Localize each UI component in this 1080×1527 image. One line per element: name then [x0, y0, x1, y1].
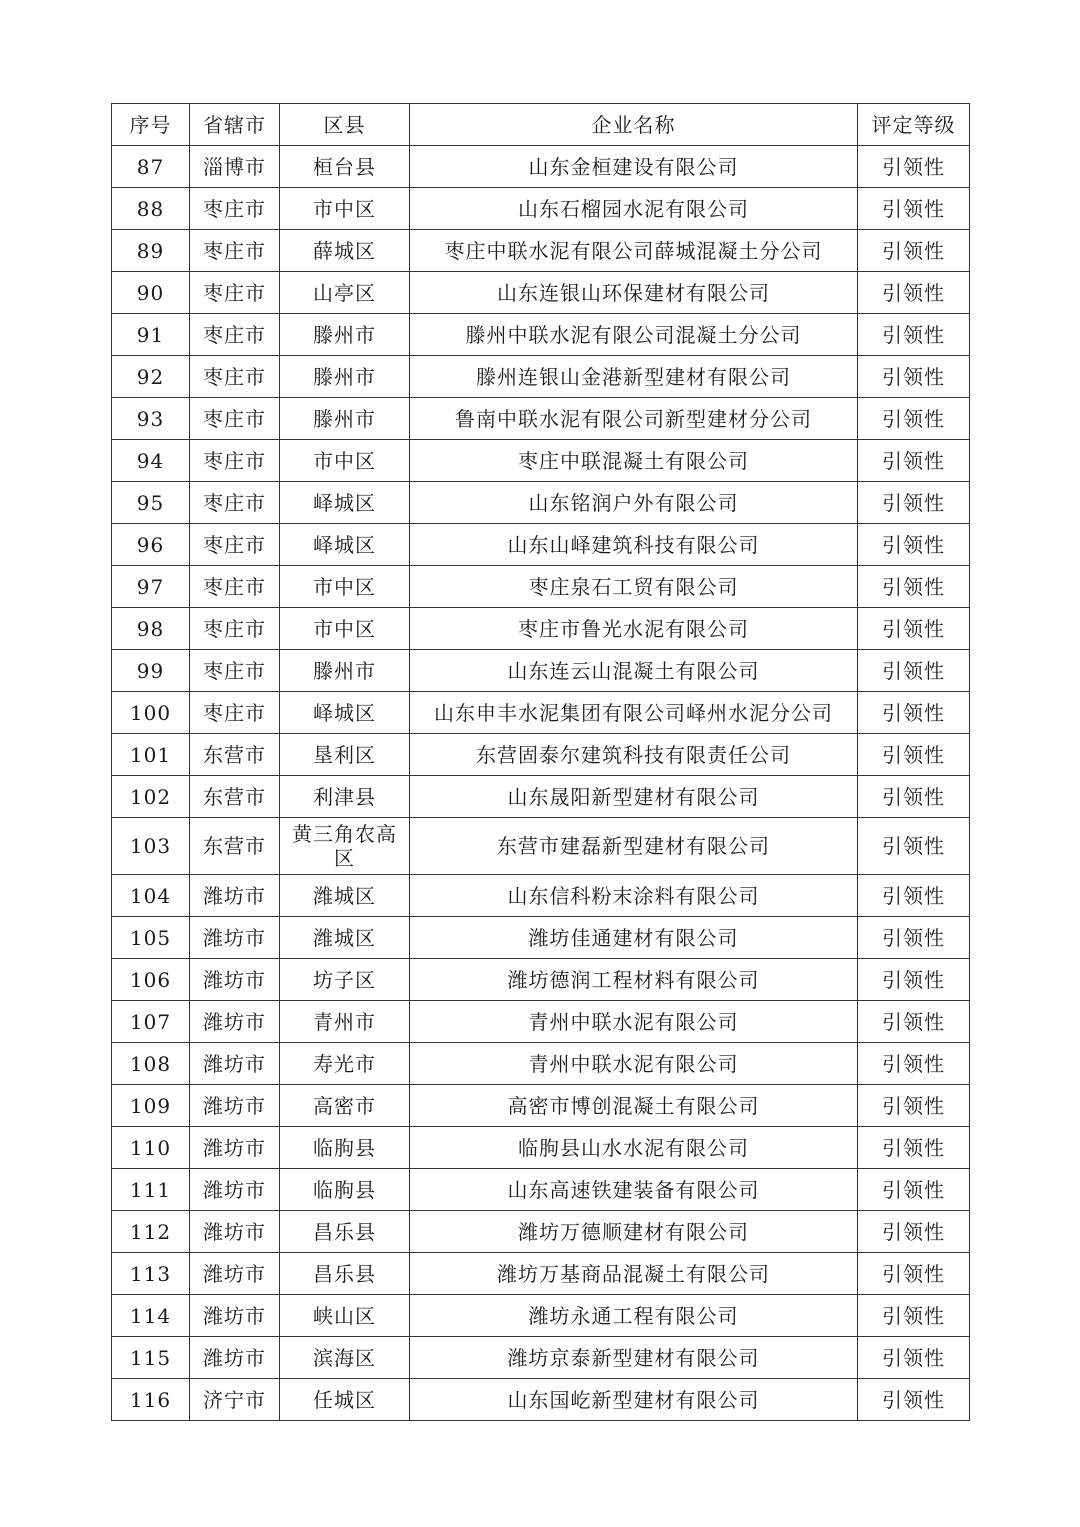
cell-district: 滨海区: [280, 1337, 410, 1379]
cell-city: 济宁市: [190, 1379, 280, 1421]
cell-enterprise-name: 潍坊佳通建材有限公司: [410, 917, 858, 959]
cell-grade: 引领性: [858, 650, 970, 692]
cell-grade: 引领性: [858, 1337, 970, 1379]
cell-grade: 引领性: [858, 1001, 970, 1043]
table-row: [112, 1127, 970, 1169]
cell-grade: 引领性: [858, 524, 970, 566]
cell-grade: 引领性: [858, 314, 970, 356]
cell-district: 黄三角农高区: [280, 818, 410, 875]
cell-city: 潍坊市: [190, 1295, 280, 1337]
cell-city: 东营市: [190, 776, 280, 818]
cell-grade: 引领性: [858, 917, 970, 959]
table-row: [112, 1379, 970, 1421]
table-row: [112, 356, 970, 398]
cell-city: 枣庄市: [190, 524, 280, 566]
cell-grade: 引领性: [858, 1379, 970, 1421]
cell-enterprise-name: 山东连银山环保建材有限公司: [410, 272, 858, 314]
cell-enterprise-name: 临朐县山水水泥有限公司: [410, 1127, 858, 1169]
cell-serial-number: 104: [112, 875, 190, 917]
cell-serial-number: 107: [112, 1001, 190, 1043]
cell-serial-number: 108: [112, 1043, 190, 1085]
cell-district: 市中区: [280, 608, 410, 650]
table-row: [112, 1043, 970, 1085]
cell-city: 枣庄市: [190, 356, 280, 398]
cell-grade: 引领性: [858, 566, 970, 608]
table-row: [112, 608, 970, 650]
cell-enterprise-name: 潍坊万基商品混凝土有限公司: [410, 1253, 858, 1295]
cell-grade: 引领性: [858, 692, 970, 734]
cell-district: 垦利区: [280, 734, 410, 776]
table-row: [112, 398, 970, 440]
cell-enterprise-name: 枣庄市鲁光水泥有限公司: [410, 608, 858, 650]
table-row: [112, 1337, 970, 1379]
cell-enterprise-name: 潍坊京泰新型建材有限公司: [410, 1337, 858, 1379]
cell-district: 市中区: [280, 566, 410, 608]
cell-grade: 引领性: [858, 1127, 970, 1169]
table-row: [112, 1085, 970, 1127]
header-enterprise-name: 企业名称: [410, 104, 858, 146]
header-row: [112, 104, 970, 146]
table-row: [112, 875, 970, 917]
cell-serial-number: 102: [112, 776, 190, 818]
cell-grade: 引领性: [858, 188, 970, 230]
cell-district: 市中区: [280, 440, 410, 482]
table-row: [112, 440, 970, 482]
cell-serial-number: 99: [112, 650, 190, 692]
cell-city: 枣庄市: [190, 314, 280, 356]
cell-enterprise-name: 山东晟阳新型建材有限公司: [410, 776, 858, 818]
cell-serial-number: 98: [112, 608, 190, 650]
cell-grade: 引领性: [858, 146, 970, 188]
table-row: [112, 566, 970, 608]
cell-enterprise-name: 高密市博创混凝土有限公司: [410, 1085, 858, 1127]
cell-serial-number: 89: [112, 230, 190, 272]
cell-serial-number: 94: [112, 440, 190, 482]
cell-grade: 引领性: [858, 1295, 970, 1337]
cell-enterprise-name: 山东石榴园水泥有限公司: [410, 188, 858, 230]
cell-district: 昌乐县: [280, 1211, 410, 1253]
header-grade: 评定等级: [858, 104, 970, 146]
cell-serial-number: 90: [112, 272, 190, 314]
cell-serial-number: 91: [112, 314, 190, 356]
cell-grade: 引领性: [858, 1169, 970, 1211]
cell-serial-number: 110: [112, 1127, 190, 1169]
cell-city: 枣庄市: [190, 230, 280, 272]
cell-city: 潍坊市: [190, 1043, 280, 1085]
cell-serial-number: 106: [112, 959, 190, 1001]
cell-serial-number: 103: [112, 818, 190, 875]
table-row: [112, 959, 970, 1001]
cell-serial-number: 111: [112, 1169, 190, 1211]
header-district: 区县: [280, 104, 410, 146]
cell-district: 利津县: [280, 776, 410, 818]
cell-city: 潍坊市: [190, 1211, 280, 1253]
cell-grade: 引领性: [858, 482, 970, 524]
cell-enterprise-name: 滕州连银山金港新型建材有限公司: [410, 356, 858, 398]
cell-district: 高密市: [280, 1085, 410, 1127]
cell-serial-number: 95: [112, 482, 190, 524]
cell-serial-number: 87: [112, 146, 190, 188]
cell-district: 青州市: [280, 1001, 410, 1043]
table-row: [112, 188, 970, 230]
cell-enterprise-name: 潍坊德润工程材料有限公司: [410, 959, 858, 1001]
cell-serial-number: 92: [112, 356, 190, 398]
cell-district: 滕州市: [280, 650, 410, 692]
table-row: [112, 272, 970, 314]
table-header: [112, 104, 970, 146]
cell-enterprise-name: 山东申丰水泥集团有限公司峄州水泥分公司: [410, 692, 858, 734]
cell-city: 东营市: [190, 818, 280, 875]
table-row: [112, 818, 970, 875]
cell-enterprise-name: 潍坊万德顺建材有限公司: [410, 1211, 858, 1253]
cell-district: 滕州市: [280, 356, 410, 398]
cell-district: 潍城区: [280, 875, 410, 917]
cell-district: 峡山区: [280, 1295, 410, 1337]
cell-enterprise-name: 枣庄中联水泥有限公司薛城混凝土分公司: [410, 230, 858, 272]
cell-city: 枣庄市: [190, 650, 280, 692]
cell-district: 峄城区: [280, 524, 410, 566]
table-row: [112, 692, 970, 734]
cell-grade: 引领性: [858, 734, 970, 776]
cell-serial-number: 93: [112, 398, 190, 440]
cell-district: 山亭区: [280, 272, 410, 314]
cell-city: 枣庄市: [190, 188, 280, 230]
cell-enterprise-name: 鲁南中联水泥有限公司新型建材分公司: [410, 398, 858, 440]
table-row: [112, 650, 970, 692]
cell-grade: 引领性: [858, 272, 970, 314]
cell-city: 淄博市: [190, 146, 280, 188]
cell-grade: 引领性: [858, 356, 970, 398]
cell-district: 滕州市: [280, 398, 410, 440]
cell-grade: 引领性: [858, 776, 970, 818]
cell-enterprise-name: 枣庄泉石工贸有限公司: [410, 566, 858, 608]
cell-city: 潍坊市: [190, 875, 280, 917]
cell-district: 昌乐县: [280, 1253, 410, 1295]
cell-city: 潍坊市: [190, 1085, 280, 1127]
cell-grade: 引领性: [858, 875, 970, 917]
cell-grade: 引领性: [858, 230, 970, 272]
table-row: [112, 1211, 970, 1253]
cell-city: 潍坊市: [190, 1337, 280, 1379]
table-row: [112, 482, 970, 524]
header-serial-number: 序号: [112, 104, 190, 146]
cell-serial-number: 88: [112, 188, 190, 230]
cell-district: 坊子区: [280, 959, 410, 1001]
cell-city: 枣庄市: [190, 272, 280, 314]
cell-enterprise-name: 青州中联水泥有限公司: [410, 1001, 858, 1043]
table-row: [112, 917, 970, 959]
cell-city: 枣庄市: [190, 398, 280, 440]
cell-district: 峄城区: [280, 482, 410, 524]
cell-grade: 引领性: [858, 398, 970, 440]
cell-grade: 引领性: [858, 818, 970, 875]
cell-serial-number: 113: [112, 1253, 190, 1295]
table-row: [112, 1169, 970, 1211]
cell-grade: 引领性: [858, 608, 970, 650]
cell-serial-number: 112: [112, 1211, 190, 1253]
cell-enterprise-name: 山东金桓建设有限公司: [410, 146, 858, 188]
cell-serial-number: 101: [112, 734, 190, 776]
cell-district: 滕州市: [280, 314, 410, 356]
cell-district: 任城区: [280, 1379, 410, 1421]
cell-enterprise-name: 枣庄中联混凝土有限公司: [410, 440, 858, 482]
cell-grade: 引领性: [858, 1085, 970, 1127]
table-row: [112, 776, 970, 818]
cell-enterprise-name: 山东高速铁建装备有限公司: [410, 1169, 858, 1211]
cell-enterprise-name: 山东山峄建筑科技有限公司: [410, 524, 858, 566]
cell-serial-number: 105: [112, 917, 190, 959]
enterprise-grade-table: [111, 103, 970, 1421]
cell-city: 枣庄市: [190, 440, 280, 482]
cell-district: 寿光市: [280, 1043, 410, 1085]
cell-district: 峄城区: [280, 692, 410, 734]
table-row: [112, 1253, 970, 1295]
cell-enterprise-name: 山东信科粉末涂料有限公司: [410, 875, 858, 917]
table-row: [112, 524, 970, 566]
cell-serial-number: 114: [112, 1295, 190, 1337]
cell-city: 东营市: [190, 734, 280, 776]
cell-city: 潍坊市: [190, 1253, 280, 1295]
cell-district: 市中区: [280, 188, 410, 230]
table-row: [112, 146, 970, 188]
cell-grade: 引领性: [858, 959, 970, 1001]
cell-enterprise-name: 山东连云山混凝土有限公司: [410, 650, 858, 692]
cell-district: 临朐县: [280, 1127, 410, 1169]
cell-city: 潍坊市: [190, 917, 280, 959]
cell-enterprise-name: 山东国屹新型建材有限公司: [410, 1379, 858, 1421]
cell-enterprise-name: 潍坊永通工程有限公司: [410, 1295, 858, 1337]
cell-district: 临朐县: [280, 1169, 410, 1211]
cell-enterprise-name: 东营固泰尔建筑科技有限责任公司: [410, 734, 858, 776]
cell-district: 潍城区: [280, 917, 410, 959]
cell-serial-number: 115: [112, 1337, 190, 1379]
cell-enterprise-name: 青州中联水泥有限公司: [410, 1043, 858, 1085]
table-row: [112, 1001, 970, 1043]
cell-city: 枣庄市: [190, 692, 280, 734]
table-row: [112, 230, 970, 272]
cell-serial-number: 100: [112, 692, 190, 734]
cell-city: 潍坊市: [190, 1169, 280, 1211]
cell-grade: 引领性: [858, 1211, 970, 1253]
cell-city: 枣庄市: [190, 608, 280, 650]
cell-city: 潍坊市: [190, 959, 280, 1001]
table-row: [112, 1295, 970, 1337]
cell-enterprise-name: 滕州中联水泥有限公司混凝土分公司: [410, 314, 858, 356]
cell-grade: 引领性: [858, 440, 970, 482]
header-city: 省辖市: [190, 104, 280, 146]
table-row: [112, 734, 970, 776]
cell-district: 薛城区: [280, 230, 410, 272]
cell-serial-number: 96: [112, 524, 190, 566]
cell-district: 桓台县: [280, 146, 410, 188]
cell-enterprise-name: 山东铭润户外有限公司: [410, 482, 858, 524]
cell-city: 枣庄市: [190, 566, 280, 608]
cell-serial-number: 109: [112, 1085, 190, 1127]
table-row: [112, 314, 970, 356]
cell-enterprise-name: 东营市建磊新型建材有限公司: [410, 818, 858, 875]
cell-city: 潍坊市: [190, 1001, 280, 1043]
cell-city: 潍坊市: [190, 1127, 280, 1169]
cell-grade: 引领性: [858, 1253, 970, 1295]
cell-grade: 引领性: [858, 1043, 970, 1085]
cell-city: 枣庄市: [190, 482, 280, 524]
cell-serial-number: 116: [112, 1379, 190, 1421]
cell-serial-number: 97: [112, 566, 190, 608]
table-body: [112, 146, 970, 1421]
